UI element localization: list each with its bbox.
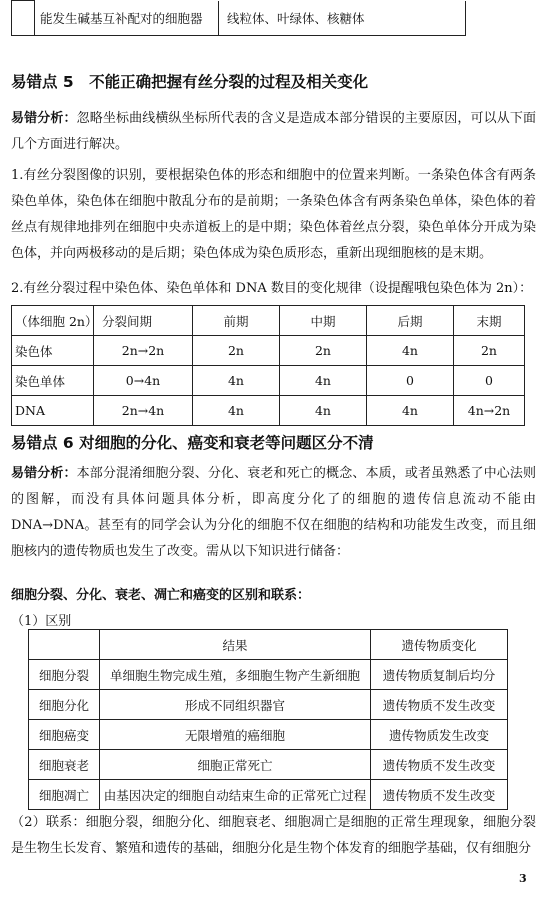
table-cell: 遗传物质不发生改变 — [371, 780, 508, 810]
table-cell: 染色单体 — [12, 366, 94, 396]
table-header-cell: 遗传物质变化 — [371, 630, 508, 660]
section5-point1: 1.有丝分裂图像的识别，要根据染色体的形态和细胞中的位置来判断。一条染色体含有两条染色单体，染色体在细胞中散乱分布的是前期；一条染色体含有两条染色单体，染色体的着丝点有规律地排列在细胞中央赤道板上的是中期；染色体着丝点分裂，染色单体分开成为染色体，并向两极移动的是后期；染色体成为染色质形态，重新出现细胞核的是末期。 — [11, 168, 536, 261]
table-cell: 遗传物质复制后均分 — [371, 660, 508, 690]
table-cell: 染色体 — [12, 336, 94, 366]
table-cell: 4n — [367, 336, 454, 366]
table-header-cell — [29, 630, 100, 660]
table-cell: 无限增殖的癌细胞 — [100, 720, 371, 750]
chromosome-table — [11, 305, 525, 426]
table-cell: 单细胞生物完成生殖，多细胞生物产生新细胞 — [100, 660, 371, 690]
table-cell: 4n — [193, 396, 280, 426]
table-header-cell: 中期 — [280, 306, 367, 336]
table-cell: 形成不同组织器官 — [100, 690, 371, 720]
table-header-cell: 末期 — [454, 306, 525, 336]
section6-sub2: （2）联系：细胞分裂，细胞分化、细胞衰老、细胞凋亡是细胞的正常生理现象，细胞分裂是生物生长发育、繁殖和遗传的基础，细胞分化是生物个体发育的细胞学基础，仅有细胞分 — [11, 815, 536, 856]
table-header-cell: （体细胞 2n） — [12, 306, 94, 336]
table-row — [29, 690, 508, 720]
section5-point2: 2.有丝分裂过程中染色体、染色单体和 DNA 数目的变化规律（设提醒哦包染色体为 2n）： — [11, 281, 533, 296]
table-cell: 4n→2n — [454, 396, 525, 426]
table-cell: 细胞正常死亡 — [100, 750, 371, 780]
section5-title: 易错点 5 不能正确把握有丝分裂的过程及相关变化 — [11, 73, 369, 91]
table-row — [12, 366, 525, 396]
table-cell: 细胞分化 — [29, 690, 100, 720]
table-cell: 0 — [367, 366, 454, 396]
table-cell: 遗传物质不发生改变 — [371, 690, 508, 720]
table-cell: 0 — [454, 366, 525, 396]
table-cell: 2n — [280, 336, 367, 366]
analysis-text: 本部分混淆细胞分裂、分化、衰老和死亡的概念、本质，或者虽熟悉了中心法则的图解，而没有具体问题具体分析，即高度分化了的细胞的遗传信息流动不能由DNA→DNA。甚至有的同学会认为分化的细胞不仅在细胞的结构和功能发生改变，而且细胞核内的遗传物质也发生了改变。需从以下知识进行储备： — [11, 466, 536, 559]
table-cell: 4n — [280, 366, 367, 396]
table-cell: 能发生碱基互补配对的细胞器 — [35, 1, 219, 36]
top-table — [11, 0, 466, 36]
table-row — [29, 750, 508, 780]
table-row — [29, 780, 508, 810]
table-cell: 细胞衰老 — [29, 750, 100, 780]
table-row — [12, 1, 466, 36]
table-header-cell: 分裂间期 — [94, 306, 193, 336]
table-header-cell: 结果 — [100, 630, 371, 660]
table-cell: 2n→4n — [94, 396, 193, 426]
table-cell: 4n — [193, 366, 280, 396]
table-row — [12, 336, 525, 366]
section5-analysis — [11, 106, 536, 158]
analysis-label: 易错分析： — [11, 466, 77, 481]
table-header-cell: 前期 — [193, 306, 280, 336]
section6-title: 易错点 6 对细胞的分化、癌变和衰老等问题区分不清 — [11, 434, 374, 452]
table-cell: DNA — [12, 396, 94, 426]
table-cell: 2n→2n — [94, 336, 193, 366]
table-cell: 细胞癌变 — [29, 720, 100, 750]
table-cell: 遗传物质发生改变 — [371, 720, 508, 750]
table-row — [12, 306, 525, 336]
table-row — [29, 660, 508, 690]
analysis-text: 忽略坐标曲线横纵坐标所代表的含义是造成本部分错误的主要原因，可以从下面几个方面进行解决。 — [11, 111, 536, 152]
table-row — [12, 396, 525, 426]
analysis-label: 易错分析： — [11, 111, 77, 126]
page-number: 3 — [519, 872, 527, 885]
cell-change-table — [28, 629, 508, 810]
table-cell: 由基因决定的细胞自动结束生命的正常死亡过程 — [100, 780, 371, 810]
table-cell: 4n — [367, 396, 454, 426]
table-cell: 4n — [280, 396, 367, 426]
table-cell: 细胞凋亡 — [29, 780, 100, 810]
table-cell: 2n — [193, 336, 280, 366]
table-cell: 遗传物质不发生改变 — [371, 750, 508, 780]
table-row — [29, 720, 508, 750]
table-cell: 线粒体、叶绿体、核糖体 — [219, 1, 466, 36]
table-header-cell: 后期 — [367, 306, 454, 336]
table-cell: 2n — [454, 336, 525, 366]
section6-sub1: （1）区别 — [11, 614, 72, 629]
section6-subheading: 细胞分裂、分化、衰老、凋亡和癌变的区别和联系： — [11, 588, 311, 603]
table-cell: 0→4n — [94, 366, 193, 396]
table-cell — [12, 1, 35, 36]
table-cell: 细胞分裂 — [29, 660, 100, 690]
section6-analysis — [11, 461, 536, 565]
table-row — [29, 630, 508, 660]
